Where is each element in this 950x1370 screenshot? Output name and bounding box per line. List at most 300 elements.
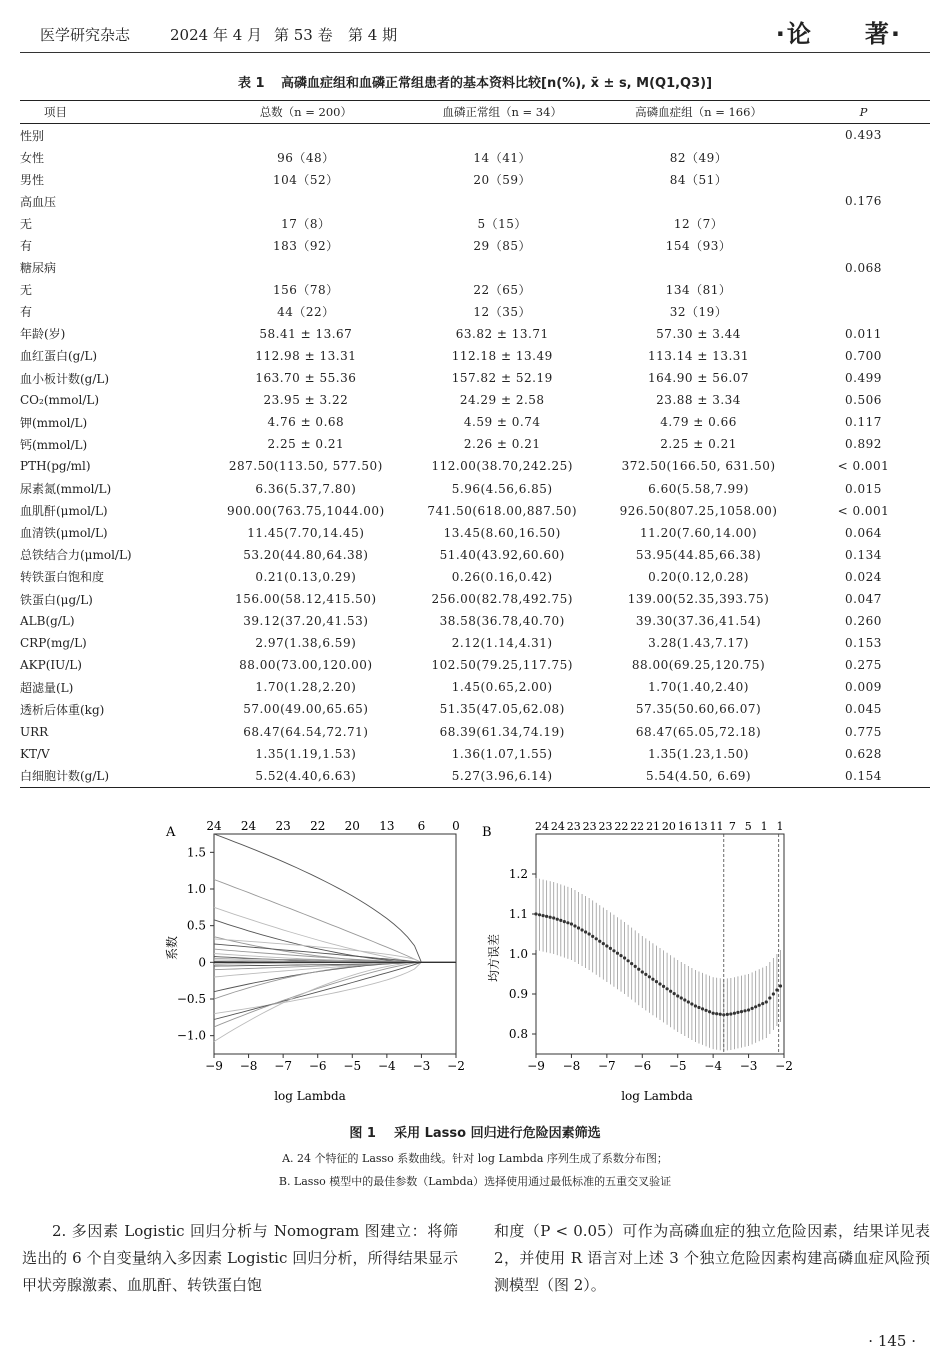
row-total: 39.12(37.20,41.53) (243, 614, 369, 629)
volume: 第 53 卷 (274, 26, 333, 44)
row-total: 96（48） (277, 150, 335, 165)
row-total: 287.50(113.50, 577.50) (228, 459, 383, 474)
mse-point (662, 985, 665, 988)
issue-date: 2024 年 4 月 (170, 26, 263, 44)
row-p (797, 168, 930, 190)
row-high: 1.35(1.23,1.50) (648, 746, 749, 761)
row-p: 0.068 (845, 260, 882, 275)
page-number: · 145 · (868, 1332, 916, 1350)
figure-note-b: B. Lasso 模型中的最佳参数（Lambda）选择使用通过最低标准的五重交叉验证 (278, 1175, 672, 1188)
row-total: 58.41 ± 13.67 (259, 326, 353, 341)
row-high: 88.00(69.25,120.75) (631, 658, 766, 673)
row-total: 44（22） (277, 305, 335, 320)
row-total: 163.70 ± 55.36 (255, 371, 357, 386)
mse-point (538, 913, 541, 916)
row-total: 5.52(4.40,6.63) (208, 765, 405, 788)
row-p: 0.015 (845, 481, 882, 496)
mse-point (541, 914, 544, 917)
row-normal: 5.96(4.56,6.85) (451, 481, 553, 496)
row-normal: 256.00(82.78,492.75) (431, 592, 573, 607)
panel-b-top-label: 16 (677, 820, 692, 833)
row-p (797, 279, 930, 301)
mse-point (655, 980, 658, 983)
row-normal: 51.35(47.05,62.08) (439, 702, 565, 717)
row-p (797, 146, 930, 168)
mse-point (712, 1012, 715, 1015)
table-row (20, 478, 930, 500)
row-total: 11.45(7.70,14.45) (247, 525, 365, 540)
mse-point (690, 1002, 693, 1005)
mse-point (772, 992, 775, 995)
row-normal: 112.18 ± 13.49 (451, 348, 553, 363)
row-p: 0.499 (845, 371, 882, 386)
row-p: 0.024 (845, 569, 882, 584)
row-normal: 20（59） (473, 172, 531, 187)
panel-a-ytick-label: −0.5 (176, 992, 206, 1006)
mse-point (694, 1004, 697, 1007)
mse-point (758, 1004, 761, 1007)
row-high (600, 190, 797, 212)
mse-point (747, 1008, 750, 1011)
row-item: 性别 (20, 128, 45, 143)
row-total: 6.36(5.37,7.80) (255, 481, 357, 496)
mse-point (563, 920, 566, 923)
row-high (600, 124, 797, 147)
row-p: < 0.001 (837, 459, 890, 474)
header-rule (20, 52, 930, 53)
coef-path (214, 880, 456, 963)
table-row (20, 146, 930, 168)
row-normal: 13.45(8.60,16.50) (443, 525, 561, 540)
row-item: 铁蛋白(μg/L) (20, 592, 93, 607)
row-item: 糖尿病 (20, 261, 57, 276)
journal-name: 医学研究杂志 (40, 26, 131, 44)
mse-point (719, 1013, 722, 1016)
row-total: 156.00(58.12,415.50) (235, 592, 377, 607)
row-p: 0.628 (845, 746, 882, 761)
row-normal (404, 257, 600, 279)
issue-number: 第 4 期 (348, 26, 398, 44)
panel-b-top-label: 1 (760, 820, 768, 833)
row-p: 0.275 (845, 658, 882, 673)
table-row (20, 124, 930, 147)
mse-point (588, 932, 591, 935)
panel-b-xtick-label: −3 (739, 1059, 758, 1073)
row-total (208, 124, 405, 147)
panel-a-frame (214, 834, 456, 1054)
row-high: 82（49） (669, 150, 728, 165)
row-total: 112.98 ± 13.31 (255, 348, 357, 363)
row-normal (404, 124, 600, 147)
row-total: 57.00(49.00,65.65) (243, 702, 369, 717)
row-total: 4.76 ± 0.68 (267, 415, 345, 430)
row-high: 6.60(5.58,7.99) (648, 481, 749, 496)
panel-a-xtick-label: −8 (239, 1059, 258, 1073)
panel-b-xtick-label: −2 (775, 1059, 793, 1073)
mse-point (627, 959, 630, 962)
row-p: < 0.001 (837, 503, 890, 518)
row-normal: 1.36(1.07,1.55) (451, 746, 553, 761)
row-high: 154（93） (665, 239, 732, 254)
table-row (20, 234, 930, 256)
mse-point (534, 912, 537, 915)
mse-point (598, 940, 601, 943)
row-normal: 1.45(0.65,2.00) (451, 680, 553, 695)
panel-b-ytick-label: 0.9 (508, 987, 528, 1001)
row-high: 2.25 ± 0.21 (660, 437, 737, 452)
row-normal: 741.50(618.00,887.50) (427, 503, 578, 518)
mse-point (595, 937, 598, 940)
row-high: 926.50(807.25,1058.00) (619, 503, 778, 518)
row-total: 1.35(1.19,1.53) (255, 746, 357, 761)
row-total (208, 190, 405, 212)
row-item: 男性 (20, 172, 45, 187)
panel-b-top-label: 7 (728, 820, 736, 833)
row-normal: 22（65） (473, 283, 531, 298)
mse-point (580, 928, 583, 931)
row-item: ALB(g/L) (20, 614, 75, 629)
panel-b-ytick-label: 0.8 (508, 1027, 528, 1041)
table-row (20, 566, 930, 588)
row-normal: 5（15） (477, 216, 527, 231)
mse-point (605, 944, 608, 947)
mse-point (641, 970, 644, 973)
mse-point (680, 996, 683, 999)
row-normal: 5.27(3.96,6.14) (404, 765, 600, 788)
row-p: 0.009 (845, 680, 882, 695)
table-row (20, 389, 930, 411)
panel-b-xtick-label: −6 (633, 1059, 652, 1073)
row-p: 0.047 (845, 592, 882, 607)
row-high: 39.30(37.36,41.54) (635, 614, 762, 629)
mse-point (704, 1009, 707, 1012)
row-high: 84（51） (669, 172, 728, 187)
mse-point (658, 982, 661, 985)
row-total: 2.97(1.38,6.59) (255, 636, 357, 651)
panel-b-top-label: 23 (566, 820, 581, 833)
panel-b-frame (536, 834, 784, 1054)
panel-b-top-label: 24 (535, 820, 549, 833)
mse-point (729, 1012, 732, 1015)
row-normal: 2.12(1.14,4.31) (451, 636, 553, 651)
coef-path (214, 962, 456, 1019)
table-row (20, 743, 930, 765)
panel-b-top-label: 24 (550, 820, 565, 833)
panel-a-top-label: 13 (379, 819, 395, 833)
mse-point (697, 1006, 700, 1009)
panel-b-ytick-label: 1.1 (508, 907, 528, 921)
row-high: 11.20(7.60,14.00) (640, 525, 758, 540)
row-total (208, 257, 405, 279)
row-normal: 51.40(43.92,60.60) (439, 547, 565, 562)
coef-path (214, 962, 456, 1027)
table-title (0, 72, 950, 91)
mse-point (683, 998, 686, 1001)
table-row (20, 455, 930, 477)
mse-point (549, 916, 552, 919)
panel-a-top-label: 22 (310, 819, 326, 833)
row-total: 53.20(44.80,64.38) (243, 547, 369, 562)
mse-point (765, 1000, 768, 1003)
row-normal: 14（41） (473, 150, 531, 165)
mse-point (648, 975, 651, 978)
row-high: 32（19） (669, 305, 728, 320)
row-item: 总铁结合力(μmol/L) (20, 548, 132, 563)
table-row (20, 279, 930, 301)
mse-point (733, 1012, 736, 1015)
table-row (20, 654, 930, 676)
lasso-figure (160, 818, 800, 1118)
panel-b-xlabel: log Lambda (621, 1089, 693, 1103)
panel-b-top-label: 22 (614, 820, 629, 833)
row-total: 17（8） (281, 216, 331, 231)
row-normal: 12（35） (473, 305, 531, 320)
mse-point (584, 930, 587, 933)
mse-point (708, 1010, 711, 1013)
panel-b-label: B (482, 825, 492, 840)
panel-b-xtick-label: −4 (704, 1059, 722, 1073)
mse-point (619, 954, 622, 957)
panel-b-top-label: 20 (661, 820, 676, 833)
body-paragraph-left: 2. 多因素 Logistic 回归分析与 Nomogram 图建立：将筛选出的 6 个自变量纳入多因素 Logistic 回归分析，所得结果显示甲状旁腺激素、血肌酐、转铁蛋白饱 (22, 1222, 458, 1294)
figure-label: 图 1 (349, 1126, 376, 1141)
table-row (20, 721, 930, 743)
row-high: 4.79 ± 0.66 (660, 415, 737, 430)
mse-point (775, 988, 778, 991)
row-normal: 38.58(36.78,40.70) (439, 614, 565, 629)
mse-point (761, 1002, 764, 1005)
row-total: 104（52） (273, 172, 339, 187)
row-p: 0.045 (845, 702, 882, 717)
mse-point (623, 956, 626, 959)
row-item: 无 (20, 283, 33, 298)
panel-b-top-label: 11 (709, 820, 724, 833)
panel-b-top-label: 13 (693, 820, 708, 833)
panel-a-top-label: 6 (417, 819, 426, 833)
mse-point (644, 973, 647, 976)
panel-a-xtick-label: −3 (412, 1059, 431, 1073)
mse-point (552, 916, 555, 919)
table-row (20, 411, 930, 433)
table-row (20, 323, 930, 345)
mse-point (768, 996, 771, 999)
row-high: 12（7） (673, 216, 724, 231)
col-item: 项目 (20, 101, 208, 124)
row-normal: 2.26 ± 0.21 (463, 437, 541, 452)
row-item: 血小板计数(g/L) (20, 371, 110, 386)
row-item: 有 (20, 305, 33, 320)
panel-b-top-label: 23 (582, 820, 597, 833)
row-item: 钾(mmol/L) (20, 415, 88, 430)
mse-point (609, 947, 612, 950)
panel-b-ytick-label: 1.0 (508, 947, 528, 961)
row-high: 1.70(1.40,2.40) (648, 680, 749, 695)
row-normal (404, 190, 600, 212)
panel-a-xtick-label: −6 (308, 1059, 327, 1073)
row-item: 血红蛋白(g/L) (20, 349, 98, 364)
mse-point (751, 1007, 754, 1010)
row-high: 23.88 ± 3.34 (656, 393, 741, 408)
row-normal: 4.59 ± 0.74 (463, 415, 541, 430)
row-item: PTH(pg/ml) (20, 459, 91, 474)
panel-b-ytick-label: 1.2 (508, 867, 528, 881)
row-item: 无 (20, 216, 33, 231)
table-row (20, 522, 930, 544)
mse-point (740, 1010, 743, 1013)
row-p: 0.134 (845, 547, 882, 562)
panel-a-xlabel: log Lambda (274, 1089, 346, 1103)
row-item: URR (20, 724, 49, 739)
figure-caption (0, 1122, 950, 1141)
panel-a-ytick-label: −1.0 (176, 1028, 206, 1043)
panel-a-ytick-label: 0 (198, 955, 206, 970)
row-p (797, 301, 930, 323)
row-p: 0.154 (797, 765, 930, 788)
col-total: 总数（n = 200） (208, 101, 405, 124)
lasso-figure-svg (160, 818, 800, 1118)
row-high: 164.90 ± 56.07 (648, 371, 750, 386)
row-normal: 112.00(38.70,242.25) (431, 459, 573, 474)
coef-path (214, 834, 456, 962)
row-normal: 68.39(61.34,74.19) (439, 724, 565, 739)
row-normal: 157.82 ± 52.19 (451, 371, 553, 386)
row-high: 0.20(0.12,0.28) (648, 569, 749, 584)
baseline-table (20, 100, 930, 788)
panel-b-top-label: 23 (598, 820, 613, 833)
mse-point (673, 992, 676, 995)
row-normal: 102.50(79.25,117.75) (431, 658, 573, 673)
row-high: 3.28(1.43,7.17) (648, 636, 749, 651)
row-normal: 29（85） (473, 239, 531, 254)
figure-caption-text: 采用 Lasso 回归进行危险因素筛选 (394, 1126, 601, 1141)
row-p: 0.775 (845, 724, 882, 739)
row-item: 女性 (20, 150, 45, 165)
mse-point (651, 978, 654, 981)
row-p: 0.064 (845, 525, 882, 540)
row-high: 372.50(166.50, 631.50) (621, 459, 776, 474)
row-total: 23.95 ± 3.22 (263, 393, 349, 408)
table-label: 表 1 (237, 76, 265, 91)
panel-b-top-label: 5 (744, 820, 752, 833)
table-row (20, 588, 930, 610)
table-row (20, 301, 930, 323)
table-row (20, 212, 930, 234)
row-p: 0.153 (845, 636, 882, 651)
row-item: 血清铁(μmol/L) (20, 526, 108, 541)
row-item: 有 (20, 239, 33, 254)
section-label: ·论 著· (775, 20, 902, 48)
row-total: 0.21(0.13,0.29) (255, 569, 357, 584)
row-total: 88.00(73.00,120.00) (239, 658, 373, 673)
row-normal: 63.82 ± 13.71 (455, 326, 549, 341)
panel-a-xtick-label: −5 (343, 1059, 362, 1073)
row-p: 0.176 (845, 194, 882, 209)
mse-point (545, 915, 548, 918)
row-p (797, 212, 930, 234)
row-item: 高血压 (20, 194, 57, 209)
table-row (20, 345, 930, 367)
mse-point (591, 935, 594, 938)
mse-point (743, 1009, 746, 1012)
panel-b-top-label: 22 (630, 820, 645, 833)
table-row (20, 433, 930, 455)
mse-point (570, 922, 573, 925)
row-p: 0.493 (845, 128, 882, 143)
col-p: P (797, 101, 930, 124)
panel-b-top-label: 21 (646, 820, 661, 833)
mse-point (701, 1007, 704, 1010)
col-high: 高磷血症组（n = 166） (600, 101, 797, 124)
row-total: 2.25 ± 0.21 (267, 437, 345, 452)
mse-point (612, 949, 615, 952)
table-row (20, 765, 930, 788)
row-normal: 24.29 ± 2.58 (459, 393, 545, 408)
panel-a-ytick-label: 0.5 (186, 918, 206, 933)
row-item: KT/V (20, 746, 50, 761)
row-item: CO₂(mmol/L) (20, 393, 100, 408)
row-total: 183（92） (273, 239, 339, 254)
panel-a-top-label: 24 (206, 819, 222, 833)
row-total: 156（78） (273, 283, 339, 298)
row-total: 68.47(64.54,72.71) (243, 724, 369, 739)
col-normal: 血磷正常组（n = 34） (404, 101, 600, 124)
table-row (20, 544, 930, 566)
panel-a-ylabel: 系数 (165, 935, 179, 961)
row-p: 0.117 (845, 415, 882, 430)
row-item: 白细胞计数(g/L) (20, 765, 208, 788)
row-p: 0.260 (845, 614, 882, 629)
panel-b-xtick-label: −5 (668, 1059, 687, 1073)
coef-path (214, 962, 456, 1013)
figure-note-a: A. 24 个特征的 Lasso 系数曲线。针对 log Lambda 序列生成了系数分布图； (282, 1152, 668, 1165)
panel-a-top-label: 20 (344, 819, 360, 833)
table-header-row (20, 101, 930, 124)
row-high: 57.35(50.60,66.07) (635, 702, 762, 717)
panel-a-ytick-label: 1.5 (186, 845, 206, 860)
row-total: 1.70(1.28,2.20) (255, 680, 357, 695)
panel-a-xtick-label: −7 (274, 1059, 292, 1073)
row-item: 钙(mmol/L) (20, 437, 88, 452)
mse-point (577, 926, 580, 929)
mse-point (736, 1011, 739, 1014)
row-item: 年龄(岁) (20, 327, 66, 342)
row-high: 53.95(44.85,66.38) (635, 547, 762, 562)
panel-a-xtick-label: −4 (378, 1059, 396, 1073)
row-item: 超滤量(L) (20, 680, 74, 695)
row-item: 透析后体重(kg) (20, 702, 105, 717)
table-title-text: 高磷血症组和血磷正常组患者的基本资料比较[n(%), x̄ ± s, M(Q1,Q3)] (281, 76, 713, 91)
row-high (600, 257, 797, 279)
row-item: CRP(mg/L) (20, 636, 87, 651)
panel-a-xtick-label: −2 (447, 1059, 465, 1073)
mse-point (556, 918, 559, 921)
panel-a-label: A (166, 825, 176, 840)
row-normal: 0.26(0.16,0.42) (451, 569, 553, 584)
mse-point (669, 990, 672, 993)
row-high: 113.14 ± 13.31 (648, 348, 750, 363)
panel-a-xtick-label: −9 (205, 1059, 223, 1073)
panel-b-top-label: 1 (776, 820, 784, 833)
mse-point (634, 965, 637, 968)
panel-a-top-label: 23 (275, 819, 291, 833)
table-row (20, 698, 930, 720)
panel-a-top-label: 24 (240, 819, 257, 833)
mse-point (687, 1000, 690, 1003)
table-row (20, 367, 930, 389)
row-total: 900.00(763.75,1044.00) (226, 503, 385, 518)
table-row (20, 676, 930, 698)
row-p (797, 234, 930, 256)
